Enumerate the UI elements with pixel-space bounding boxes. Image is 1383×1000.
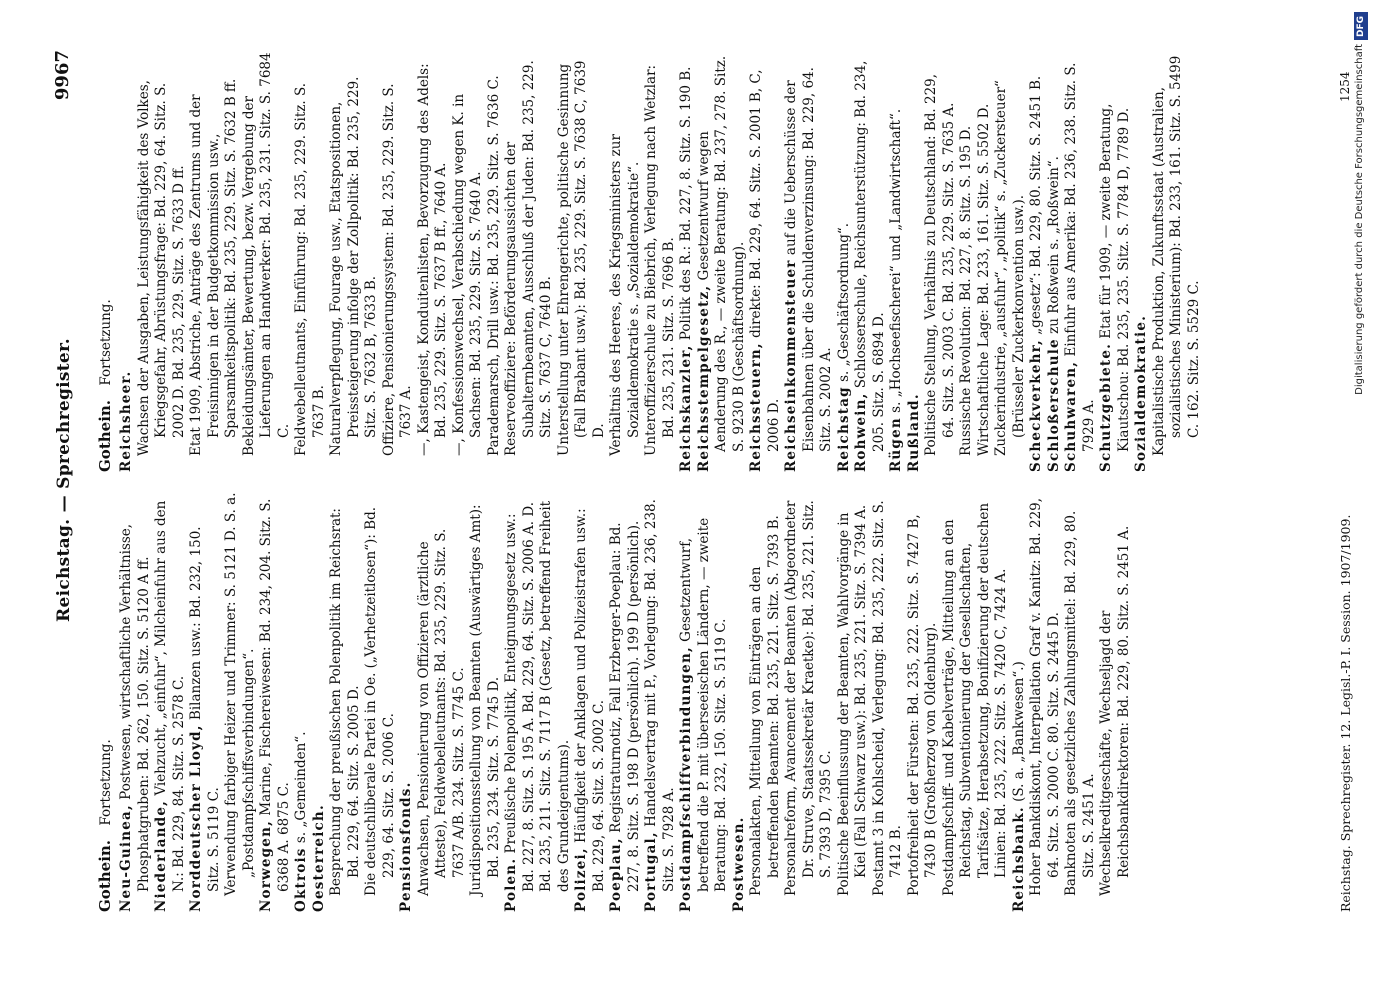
- entry-keyword: Norwegen,: [258, 819, 274, 912]
- entry-keyword: Pensionsfonds.: [398, 781, 414, 912]
- entry-keyword: Reichstag: [835, 386, 852, 472]
- entry-text: Hoher Bankdiskont, Interpellation Graf v. Kanitz: Bd. 229, 64. Sitz. S. 2000 C. 80. Sitz. S. 2445 D.: [1028, 497, 1062, 896]
- entry-text: Verwendung farbiger Heizer und Trimmer: S. 5121 D. S. a. „Postdampfschiffsverbindungen“.: [223, 492, 257, 896]
- register-entry: [1098, 52, 1133, 472]
- register-entry: [328, 492, 363, 912]
- entry-text: zu Roßwein s. „Roßwein“.: [1045, 156, 1062, 334]
- register-entry: [678, 52, 696, 472]
- entry-keyword: Schuhwaren,: [1063, 360, 1079, 472]
- entry-text: Politische Beeinflussung der Beamten, Wahlvorgänge in Kiel (Fall Schwarz usw.): Bd. 235, 221. Sitz. S. 7394 A.: [835, 504, 869, 896]
- entry-keyword: Schutzgebiete.: [1098, 342, 1114, 472]
- entry-text: Registraturnotiz, Fall Erzberger-Poeplau: Bd. 227, 8. Sitz. S. 198 D (persönlich). 199 D (persönlich).: [608, 520, 642, 892]
- entry-text: Postwesen, wirtschaftliche Verhältnisse, Phosphatgruben: Bd. 262, 150. Sitz. S. 5120 A ff.: [118, 523, 152, 892]
- entry-keyword: Rügen: [888, 417, 904, 472]
- entry-text: Etat 1909, Abstriche, Anträge des Zentrums und der Freisinnigen in der Budgetkommission usw., Sparsamkeitspolitik: Bd. 235, 229. Sitz. S. 7632 B ff.: [188, 78, 239, 456]
- register-entry: [941, 492, 1011, 912]
- register-entry: [188, 492, 223, 912]
- entry-text: Wachsen der Ausgaben, Leistungsfähigkeit des Volkes, Kriegsgefahr, Abrüstungsfrage: Bd. 229, 64. Sitz. S. 2002 D. Bd. 235, 229. Sitz. S. 7633 D ff.: [135, 80, 187, 456]
- entry-text: Unterstellung unter Ehrengerichte, politische Gesinnung (Fall Brabant usw.): Bd. 235, 229. Sitz. S. 7638 C, 7639 D.: [555, 60, 607, 456]
- register-entry: [678, 492, 731, 912]
- register-entry: [1028, 52, 1046, 472]
- entry-text: s. „Geschäftsordnung“.: [835, 222, 852, 382]
- entry-text: s. „Hochseefischerei“ und „Landwirtschaft“.: [888, 108, 904, 413]
- entry-text: auf die Ueberschüsse der Eisenbahnen über die Schuldenverzinsung: Bd. 229, 64. Sitz. S. 2002 A.: [783, 67, 834, 452]
- register-entry: [608, 492, 643, 912]
- entry-text: Zuckerindustrie, „ausfuhr“, „politik“ s. „Zuckersteuer“ (Brüsseler Zuckerkonvention usw.).: [993, 80, 1027, 456]
- entry-text: Handelsvertrag mit P., Vorlegung: Bd. 236, 238. Sitz. S. 7928 A.: [643, 499, 677, 892]
- entry-keyword: Norddeutscher Lloyd,: [188, 724, 204, 912]
- register-entry: [153, 492, 188, 912]
- register-entry: [381, 52, 416, 472]
- entry-text: Postamt 3 in Kohlscheid, Verlegung: Bd. 235, 222. Sitz. S. 7412 B.: [870, 500, 904, 896]
- entry-text: Anwachsen, Pensionierung von Offizieren (ärztliche Atteste), Feldwebelleutnants: Bd. 235, 229. Sitz. S. 7637 A/B. 234. Sitz. S. 7745 C.: [415, 528, 467, 896]
- register-entry: [1133, 52, 1151, 472]
- entry-keyword: Scheckverkehr,: [1028, 339, 1044, 472]
- entry-text: —, Kastengeist, Konduitenlisten, Bevorzugung des Adels: Bd. 235, 229. Sitz. S. 7637 B ff., 7640 A.: [415, 63, 449, 456]
- register-entry: [906, 492, 941, 912]
- entry-text: Feldwebelleutnants, Einführung: Bd. 235, 229. Sitz. S. 7637 B.: [293, 82, 327, 456]
- register-entry: [451, 52, 486, 472]
- register-entry: [328, 52, 381, 472]
- left-entry-list: [118, 492, 1133, 912]
- entry-text: direkte: Bd. 229, 64. Sitz. S. 2001 B, C, 2006 D.: [748, 69, 782, 452]
- entry-keyword: Portugal,: [643, 831, 659, 912]
- entry-keyword: Reichsstempelgesetz,: [695, 284, 712, 472]
- entry-text: Russische Revolution: Bd. 227, 8. Sitz. S. 195 D.: [958, 125, 974, 456]
- entry-text: Banknoten als gesetzliches Zahlungsmittel: Bd. 229, 80. Sitz. S. 2451 A.: [1063, 510, 1097, 896]
- register-entry: [556, 52, 609, 472]
- register-entry: [258, 492, 293, 912]
- entry-text: Schlosserschule, Reichsunterstützung: Bd. 234, 205. Sitz. S. 6894 D.: [853, 60, 887, 452]
- register-entry: [241, 52, 294, 472]
- entry-text: Wirtschaftliche Lage: Bd. 233, 161. Sitz. S. 5502 D.: [975, 103, 992, 456]
- register-entry: [748, 492, 783, 912]
- register-entry: [136, 52, 189, 472]
- right-column: [96, 52, 1203, 472]
- speaker-name: Gothein.: [96, 399, 114, 472]
- register-entry: [643, 492, 678, 912]
- entry-text: Reserveoffiziere: Beförderungsaussichten der Subalternbeamten, Ausschluß der Juden: Bd. 235, 229. Sitz. S. 7637 C, 7640 B.: [503, 60, 554, 456]
- entry-text: Verhältnis des Heeres, des Kriegsministers zur Sozialdemokratie s. „Sozialdemokratie“.: [608, 134, 642, 456]
- register-entry: [1028, 492, 1063, 912]
- footer-number: 1254: [1338, 71, 1352, 102]
- dfg-logo-icon: DFG: [1354, 12, 1368, 40]
- entry-text: Bilanzen usw.: Bd. 232, 150. Sitz. S. 5119 C.: [188, 526, 222, 892]
- entry-keyword: Sozialdemokratie.: [1133, 314, 1149, 472]
- right-entry-list: [118, 52, 1203, 472]
- register-entry: [363, 492, 398, 912]
- register-entry: [118, 492, 153, 912]
- entry-keyword: Reichseinkommensteuer: [783, 259, 799, 472]
- register-entry: [976, 52, 994, 472]
- register-entry: [573, 492, 608, 912]
- register-entry: [958, 52, 976, 472]
- register-entry: [1063, 492, 1098, 912]
- register-entry: [416, 492, 469, 912]
- entry-text: Bekleidungsämter, Bewertung, bezw. Vergebung der Lieferungen an Handwerker: Bd. 235, 231. Sitz. S. 7684 C.: [240, 52, 292, 456]
- register-entry: [836, 492, 871, 912]
- register-entry: [871, 492, 906, 912]
- entry-keyword: Postdampfschiffverbindungen,: [678, 646, 694, 912]
- entry-keyword: Postwesen.: [730, 816, 747, 912]
- register-entry: [311, 492, 329, 912]
- entry-keyword: Niederlande,: [153, 799, 169, 912]
- entry-text: Einfuhr aus Amerika: Bd. 236, 238. Sitz. S. 7929 A.: [1063, 62, 1097, 452]
- entry-text: Gesetzentwurf wegen Aenderung des R., — zweite Beratung: Bd. 237, 278. Sitz. S. 9230 B (Geschäftsordnung).: [695, 55, 747, 452]
- entry-keyword: Rußland.: [905, 393, 922, 472]
- register-entry: [503, 492, 573, 912]
- register-entry: [486, 52, 504, 472]
- register-entry: [643, 52, 678, 472]
- entry-keyword: Reichssteuern,: [748, 342, 764, 472]
- register-entry: [398, 492, 416, 912]
- right-column-heading: [96, 52, 114, 472]
- entry-text: Politische Stellung, Verhältnis zu Deutschland: Bd. 229, 64. Sitz. S. 2003 C. Bd. 235, 229. Sitz. S. 7635 A.: [923, 73, 957, 456]
- entry-text: Juridispositionsstellung von Beamten (Auswärtiges Amt): Bd. 235, 234. Sitz. S. 7745 D.: [468, 504, 502, 896]
- register-entry: [836, 52, 854, 472]
- entry-text: Marine, Fischereiwesen: Bd. 234, 204. Sitz. S. 6368 A. 6875 C.: [258, 498, 292, 892]
- entry-text: Parademarsch, Drill usw.: Bd. 235, 229. Sitz. S. 7636 C.: [485, 75, 502, 456]
- register-entry: [188, 52, 241, 472]
- entry-keyword: Polizei,: [573, 847, 589, 912]
- entry-text: Naturalverpflegung, Fourage usw., Etatspositionen, Preissteigerung infolge der Zollpolitik: Bd. 235, 229. Sitz. S. 7632 B, 7633 B.: [328, 76, 379, 456]
- register-entry: [783, 492, 836, 912]
- entry-text: Etat für 1909, — zweite Beratung, Kiautschou: Bd. 235, 235. Sitz. S. 7784 D, 7789 D.: [1098, 103, 1132, 452]
- entry-text: Portofreiheit der Fürsten: Bd. 235, 222. Sitz. S. 7427 B, 7430 B (Großherzog von Oldenburg).: [905, 514, 939, 896]
- entry-keyword: Rohwein,: [853, 392, 869, 472]
- entry-text: Wechselkreditgeschäfte, Wechseljagd der Reichsbankdirektoren: Bd. 229, 80. Sitz. S. 2451 A.: [1098, 525, 1132, 896]
- speaker-name: Gothein.: [96, 839, 114, 912]
- entry-text: Viehzucht, „einfuhr“, Milcheinfuhr aus den N.: Bd. 229, 84. Sitz. S. 2578 C.: [153, 500, 187, 892]
- left-column: [96, 492, 1133, 912]
- register-entry: [118, 52, 136, 472]
- entry-text: Politik des R.: Bd. 227, 8. Sitz. S. 190 B.: [678, 66, 694, 341]
- entry-keyword: Oktrois: [293, 847, 309, 912]
- entry-keyword: Poeplau,: [608, 837, 624, 912]
- register-entry: [1098, 492, 1133, 912]
- register-entry: [1011, 492, 1029, 912]
- register-entry: [906, 52, 924, 472]
- register-entry: [416, 52, 451, 472]
- entry-text: „gesetz“: Bd. 229, 80. Sitz. S. 2451 B.: [1028, 75, 1044, 335]
- credit-text: Digitalisierung gefördert durch die Deutsche Forschungsgemeinschaft: [1354, 44, 1365, 395]
- entry-text: Preußische Polenpolitik, Enteignungsgesetz usw.: Bd. 227, 8. Sitz. S. 195 A. Bd. 229, 64. Sitz. S. 2006 A. D. Bd. 235, 211. Sitz. S. 7117 B (Gesetz, betreffend Freiheit des Grundeigentums).: [503, 500, 572, 892]
- entry-text: —, Konfessionswechsel, Verabschiedung wegen K. in Sachsen: Bd. 235, 229. Sitz. S. 7640 A.: [450, 93, 484, 456]
- entry-keyword: Reichskanzler,: [678, 344, 694, 472]
- register-entry: [1063, 52, 1098, 472]
- entry-text: Gesetzentwurf, betreffend die P. mit überseeischen Ländern, — zweite Beratung: Bd. 232, 150. Sitz. S. 5119 C.: [678, 517, 729, 892]
- entry-text: s. „Gemeinden“.: [293, 731, 309, 844]
- entry-text: Offiziere, Pensionierungssystem: Bd. 235, 229. Sitz. S. 7637 A.: [380, 83, 414, 456]
- entry-keyword: Polen.: [503, 857, 519, 912]
- register-entry: [503, 52, 556, 472]
- continuation-label: Fortsetzung.: [98, 739, 114, 826]
- continuation-label: Fortsetzung.: [98, 299, 114, 386]
- digitization-credit: [1340, 4, 1380, 994]
- entry-keyword: Reichsheer.: [118, 370, 134, 472]
- register-entry: [293, 52, 328, 472]
- register-entry: [748, 52, 783, 472]
- entry-keyword: Schloßerschule: [1045, 338, 1062, 472]
- register-entry: [993, 52, 1028, 472]
- entry-text: Unteroffizierschule zu Biebrich, Verlegung nach Wetzlar: Bd. 235, 231. Sitz. S. 7696 B.: [643, 64, 677, 456]
- entry-text: (S. a. „Bankwesen“.): [1010, 661, 1027, 802]
- register-entry: [223, 492, 258, 912]
- header-title: Reichstag. — Sprechregister.: [54, 338, 74, 622]
- entry-text: Kapitalistische Produktion, Zukunftsstaat (Australien, sozialistisches Ministerium): Bd. 233, 161. Sitz. S. 5499 C. 162. Sitz. S. 5529 C.: [1150, 55, 1202, 456]
- register-entry: [731, 492, 749, 912]
- footer-citation: Reichstag. Sprechregister. 12. Legisl.-P. I. Session. 1907/1909.: [1338, 514, 1353, 912]
- page-header: [50, 50, 80, 910]
- register-entry: [923, 52, 958, 472]
- entry-text: Besprechung der preußischen Polenpolitik im Reichsrat: Bd. 229, 64. Sitz. S. 2005 D.: [328, 508, 362, 896]
- entry-keyword: Oesterreich.: [310, 804, 327, 912]
- entry-text: Die deutschliberale Partei in Oe. („Verhetzeitlosen“): Bd. 229, 64. Sitz. S. 2006 C.: [363, 506, 397, 896]
- register-entry: [783, 52, 836, 472]
- entry-text: Häufigkeit der Anklagen und Polizeistrafen usw.: Bd. 229, 64. Sitz. S. 2002 C.: [573, 508, 607, 892]
- entry-keyword: Reichsbank.: [1010, 806, 1027, 912]
- page-number: 9967: [52, 50, 73, 101]
- register-entry: [696, 52, 749, 472]
- entry-text: Personalakten, Mitteilung von Einträgen an den betreffenden Beamten: Bd. 235, 221. Sitz. S. 7393 B.: [748, 515, 782, 896]
- entry-keyword: Neu-Guinea,: [118, 804, 134, 912]
- entry-text: Personalreform, Avancement der Beamten (Abgeordneter Dr. Struve, Staatssekretär Kraetke): Bd. 235, 221. Sitz. S. 7393 D, 7395 C.: [783, 500, 834, 896]
- register-entry: [468, 492, 503, 912]
- register-entry: [1151, 52, 1204, 472]
- register-entry: [293, 492, 311, 912]
- register-entry: [608, 52, 643, 472]
- register-entry: [1046, 52, 1064, 472]
- register-entry: [853, 52, 888, 472]
- left-column-heading: [96, 492, 114, 912]
- register-entry: [888, 52, 906, 472]
- entry-text: Postdampfschiff- und Kabelverträge, Mitteilung an den Reichstag, Subventionierung der Gesellschaften, Tarifsätze, Herabsetzung, Bonifizierung der deutschen Linien: Bd. 235, 222. Sitz. S. 7420 C, 7424 A.: [940, 502, 1009, 896]
